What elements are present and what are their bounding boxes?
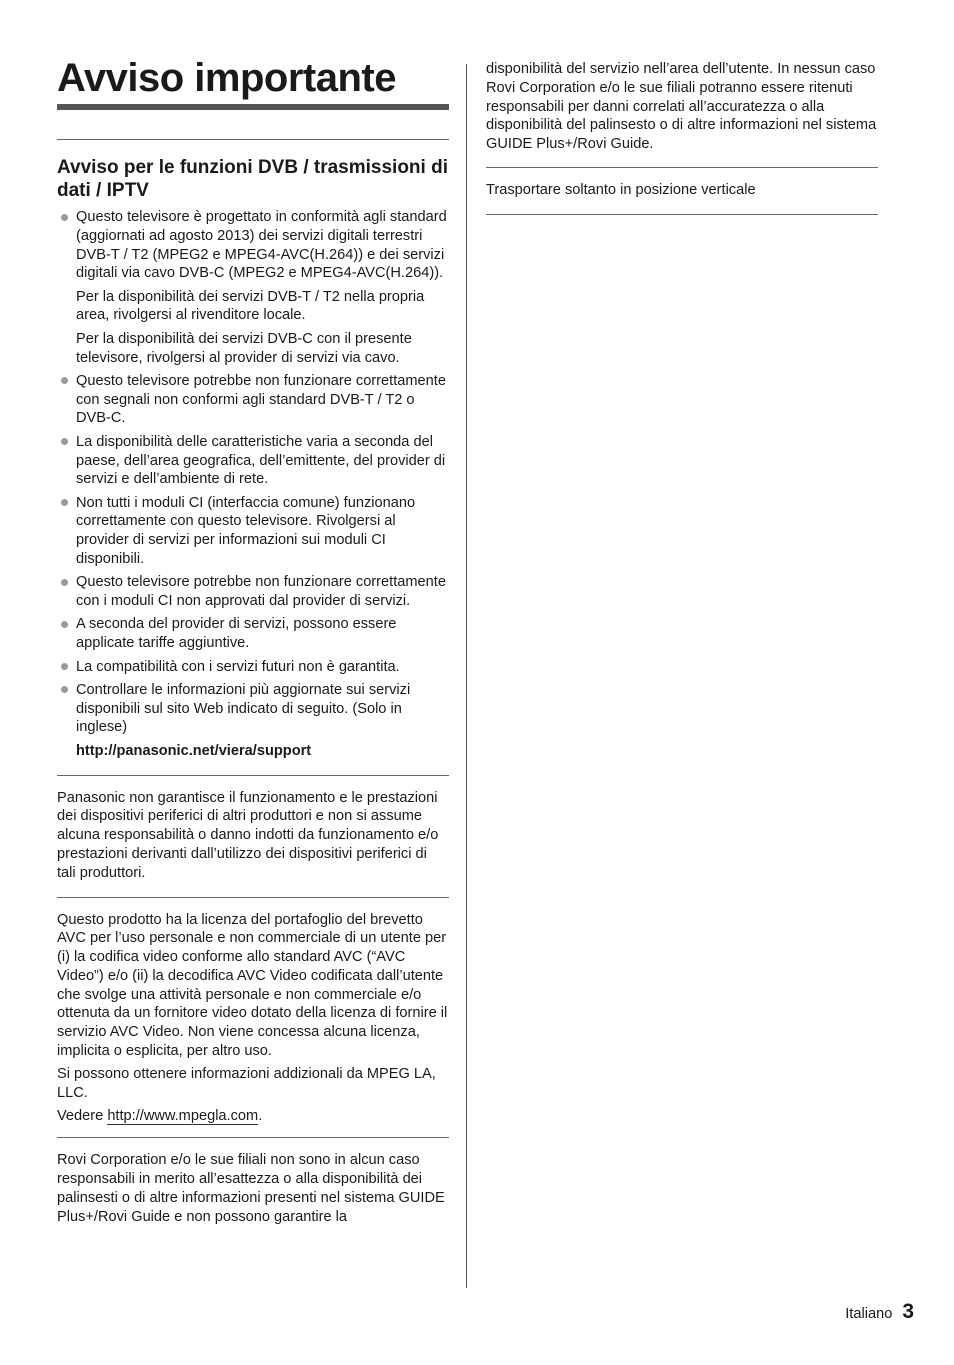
- mpeg-info-text: Si possono ottenere informazioni addizionali da MPEG LA, LLC.: [57, 1066, 436, 1102]
- section-divider: [57, 775, 449, 776]
- section-divider: [57, 1137, 449, 1138]
- list-item: Questo televisore potrebbe non funzionare correttamente con segnali non conformi agli standard DVB-T / T2 o DVB-C.: [57, 372, 449, 428]
- title-underline-bar: [57, 104, 449, 110]
- bullet-dot-icon: [61, 214, 68, 221]
- bullet-dot-icon: [61, 499, 68, 506]
- dvb-bullet-list-continued: [57, 372, 449, 737]
- section-divider: [57, 897, 449, 898]
- list-item: La disponibilità delle caratteristiche varia a seconda del paese, dell’area geografica, dell’emittente, del provider di servizi e dell’ambiente di rete.: [57, 433, 449, 489]
- bullet-dot-icon: [61, 663, 68, 670]
- dvb-c-availability: Per la disponibilità dei servizi DVB-C con il presente televisore, rivolgersi al provider di servizi via cavo.: [76, 330, 412, 366]
- list-item: A seconda del provider di servizi, possono essere applicate tariffe aggiuntive.: [57, 615, 449, 653]
- mpegla-link[interactable]: http://www.mpegla.com: [107, 1108, 259, 1125]
- dvb-bullet-list: [57, 208, 449, 283]
- page-number: 3: [902, 1300, 914, 1323]
- bullet-dot-icon: [61, 438, 68, 445]
- bullet-dot-icon: [61, 621, 68, 628]
- section-divider: [486, 167, 878, 168]
- bullet-dot-icon: [61, 377, 68, 384]
- page-title: Avviso importante: [57, 56, 396, 100]
- rovi-disclaimer-end: disponibilità del servizio nell’area dell’utente. In nessun caso Rovi Corporation e/o le sue filiali potranno essere ritenuti responsabili per danni correlati all’accuratezza o alla disponibilità del palinsesto o di altre informazioni nel sistema GUIDE Plus+/Rovi Guide.: [486, 61, 877, 153]
- footer-language: Italiano: [845, 1306, 893, 1322]
- list-item: Controllare le informazioni più aggiornate sui servizi disponibili sul sito Web indicato di seguito. (Solo in inglese): [57, 681, 449, 737]
- left-column: [57, 52, 449, 1231]
- avc-license-text: Questo prodotto ha la licenza del portafoglio del brevetto AVC per l’uso personale e non commerciale di un utente per (i) la codifica video conforme allo standard AVC (“AVC Video”) e/o (ii) la decodifica AVC Video codificata dall’utente che svolge una attività personale e non commerciale e/o ottenuta da un fornitore video dotato della licenza di fornire il servizio AVC Video. Non viene concessa alcuna licenza, implicita o esplicita, per altro uso.: [57, 911, 448, 1060]
- transport-notice: Trasportare soltanto in posizione verticale: [486, 181, 756, 198]
- bullet-dot-icon: [61, 686, 68, 693]
- dvb-t-availability: Per la disponibilità dei servizi DVB-T / T2 nella propria area, rivolgersi al rivenditore locale.: [76, 288, 425, 324]
- column-divider: [466, 64, 467, 1288]
- mpegla-see-line: Vedere http://www.mpegla.com.: [57, 1108, 263, 1125]
- dvb-section-heading: Avviso per le funzioni DVB / trasmissioni di dati / IPTV: [57, 157, 448, 201]
- list-item: La compatibilità con i servizi futuri non è garantita.: [57, 658, 449, 677]
- bullet-dot-icon: [61, 579, 68, 586]
- list-item: Non tutti i moduli CI (interfaccia comune) funzionano correttamente con questo televisore. Rivolgersi al provider di servizi per informazioni sui moduli CI disponibili.: [57, 494, 449, 569]
- list-item: Questo televisore potrebbe non funzionare correttamente con i moduli CI non approvati dal provider di servizi.: [57, 573, 449, 611]
- page-footer: [845, 1300, 914, 1324]
- peripherals-notice: Panasonic non garantisce il funzionamento e le prestazioni dei dispositivi periferici di altri produttori e non si assume alcuna responsabilità o danno indotti da funzionamento e/o prestazioni derivanti dall’utilizzo dei dispositivi periferici di tali produttori.: [57, 789, 439, 881]
- rovi-disclaimer-start: Rovi Corporation e/o le sue filiali non sono in alcun caso responsabili in merito all’esattezza o alla disponibilità dei palinsesti o di altre informazioni presenti nel sistema GUIDE Plus+/Rovi Guide e non possono garantire la: [57, 1152, 445, 1225]
- support-url[interactable]: http://panasonic.net/viera/support: [76, 742, 312, 759]
- section-divider: [57, 139, 449, 140]
- list-item: Questo televisore è progettato in conformità agli standard (aggiornati ad agosto 2013) dei servizi digitali terrestri DVB-T / T2 (MPEG2 e MPEG4-AVC(H.264)) e dei servizi digitali via cavo DVB-C (MPEG2 e MPEG4-AVC(H.264)).: [57, 208, 449, 283]
- section-divider: [486, 214, 878, 215]
- right-column: [486, 60, 878, 215]
